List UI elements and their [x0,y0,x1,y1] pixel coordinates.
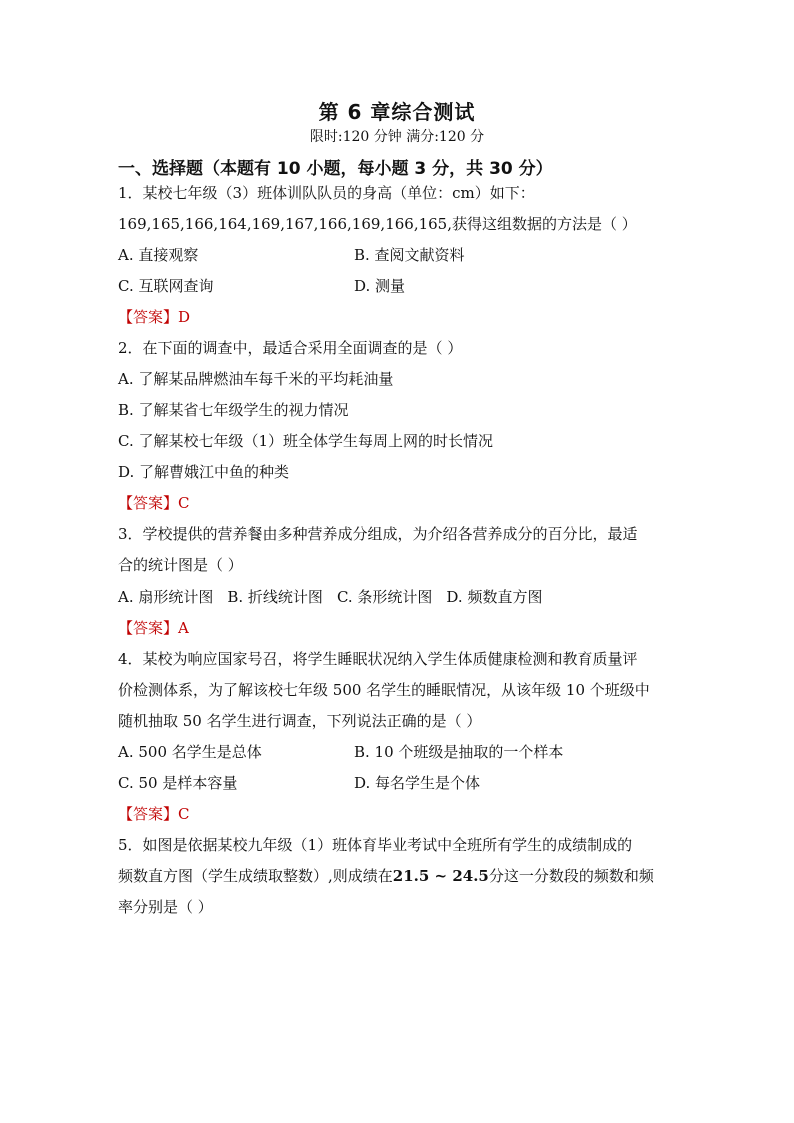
q3-option-d: D. 频数直方图 [446,588,543,606]
time-score-limit: 限时:120 分钟 满分:120 分 [309,129,485,145]
q3-option-a: A. 扇形统计图 [118,588,214,606]
q5-stem-line2-c: 分这一分数段的频数和频 [488,867,654,885]
q2-answer-value: C [178,494,190,512]
q1-option-d: D. 测量 [354,277,406,295]
q4-option-a: A. 500 名学生是总体 [118,743,262,761]
q3-answer [118,617,189,638]
q4-option-b: B. 10 个班级是抽取的一个样本 [354,743,564,761]
answer-tag: 【答案】 [118,805,179,823]
q5-stem-line1: 5．如图是依据某校九年级（1）班体育毕业考试中全班所有学生的成绩制成的 [118,836,633,854]
q2-option-b: B. 了解某省七年级学生的视力情况 [118,401,349,419]
q4-option-d: D. 每名学生是个体 [354,774,481,792]
q1-option-c: C. 互联网查询 [118,277,214,295]
q4-answer-value: C [178,805,190,823]
q1-option-a: A. 直接观察 [118,246,199,264]
q4-option-c: C. 50 是样本容量 [118,774,238,792]
q1-stem-line2: 169,165,166,164,169,167,166,169,166,165,获得这组数据的方法是（ ） [118,215,637,233]
q5-score-range: 21.5 ~ 24.5 [392,867,489,885]
q3-option-c: C. 条形统计图 [336,588,433,606]
q3-stem-line2: 合的统计图是（ ） [118,556,243,574]
q2-answer [118,492,190,513]
q4-stem-line1: 4．某校为响应国家号召，将学生睡眠状况纳入学生体质健康检测和教育质量评 [118,650,638,668]
q3-stem-line1: 3．学校提供的营养餐由多种营养成分组成，为介绍各营养成分的百分比，最适 [118,525,638,543]
answer-tag: 【答案】 [118,494,179,512]
q3-option-b: B. 折线统计图 [227,588,323,606]
q4-stem-line3: 随机抽取 50 名学生进行调查，下列说法正确的是（ ） [118,712,482,730]
q3-options [118,586,542,607]
answer-tag: 【答案】 [118,619,179,637]
q4-stem-line2: 价检测体系，为了解该校七年级 500 名学生的睡眠情况，从该年级 10 个班级中 [118,681,650,699]
q2-option-d: D. 了解曹娥江中鱼的种类 [118,463,290,481]
answer-tag: 【答案】 [118,308,179,326]
q4-answer [118,803,190,824]
q5-stem-line2 [118,865,654,886]
page-title: 第 6 章综合测试 [318,100,476,124]
section-heading: 一、选择题（本题有 10 小题，每小题 3 分，共 30 分） [118,159,553,179]
q3-answer-value: A [178,619,189,637]
q1-answer-value: D [178,308,191,326]
q2-option-a: A. 了解某品牌燃油车每千米的平均耗油量 [118,370,394,388]
q1-answer [118,306,190,327]
q2-stem: 2．在下面的调查中，最适合采用全面调查的是（ ） [118,339,463,357]
q1-stem-line1: 1．某校七年级（3）班体训队队员的身高（单位：cm）如下： [118,184,535,202]
q2-option-c: C. 了解某校七年级（1）班全体学生每周上网的时长情况 [118,432,494,450]
q1-option-b: B. 查阅文献资料 [354,246,465,264]
q5-stem-line3: 率分别是（ ） [118,898,213,916]
q5-stem-line2-a: 频数直方图（学生成绩取整数）,则成绩在 [118,867,393,885]
